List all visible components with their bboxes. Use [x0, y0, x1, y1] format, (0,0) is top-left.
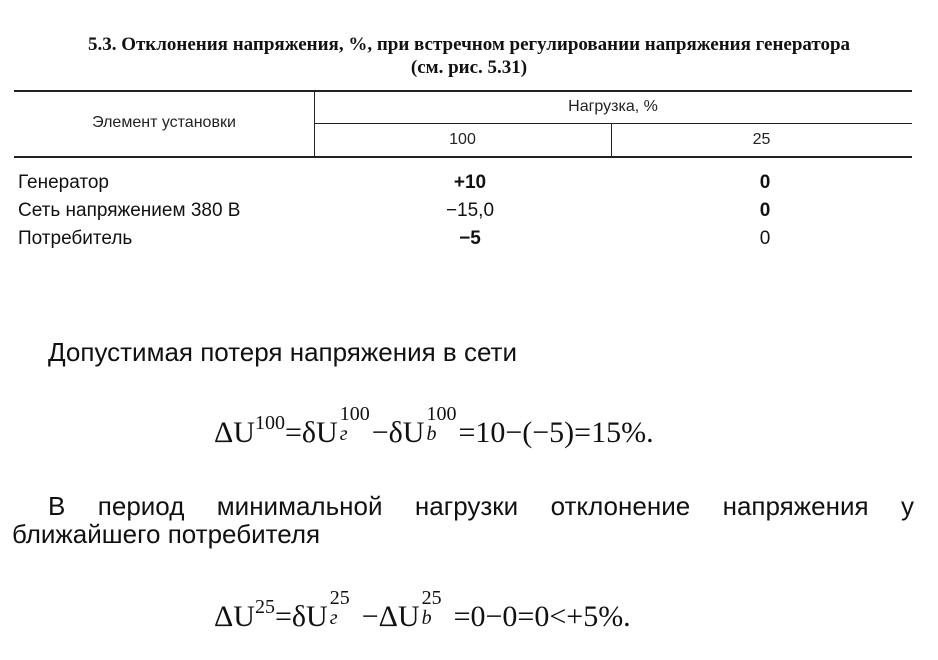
formula2-term2-sup: 25: [421, 587, 442, 609]
formula1-rest: =10−(−5)=15%.: [458, 416, 654, 449]
row-consumer-100: −5: [459, 228, 481, 249]
formula2-term1-sup: 25: [329, 587, 350, 609]
header-mid-rule: [314, 123, 912, 124]
formula1-lhs-sup: 100: [254, 412, 285, 434]
column-header-element: Элемент установки: [92, 114, 236, 131]
row-generator-100: +10: [453, 172, 487, 193]
table-caption-line2: (см. рис. 5.31): [410, 57, 528, 78]
row-network-25: 0: [759, 200, 771, 221]
formula-voltage-loss-25: [214, 587, 631, 634]
paragraph-allowable-loss: Допустимая потеря напряжения в сети: [48, 337, 517, 367]
formula2-minus: −ΔU: [361, 600, 420, 633]
formula2-term2-indices: [420, 587, 454, 629]
paragraph-min-load-line1: В период минимальной нагрузки отклонение напряжения у: [48, 491, 914, 521]
formula1-term1-sup: 100: [339, 403, 370, 425]
header-bottom-rule: [14, 156, 912, 158]
formula2-term1-sub: г: [329, 607, 338, 629]
row-name-consumer: Потребитель: [18, 228, 133, 249]
formula2-rest: =0−0=0<+5%.: [453, 600, 631, 633]
column-header-100: 100: [449, 131, 476, 148]
formula2-lhs-sup: 25: [254, 596, 275, 618]
column-header-load: Нагрузка, %: [568, 98, 658, 115]
table-top-rule: [14, 90, 912, 92]
formula1-term1-sub: г: [339, 423, 348, 445]
row-generator-25: 0: [759, 172, 771, 193]
row-network-100: −15,0: [445, 200, 495, 221]
row-consumer-25: 0: [759, 228, 771, 249]
formula1-term1-indices: [338, 403, 372, 445]
row-name-network: Сеть напряжением 380 В: [18, 200, 241, 221]
paragraph-min-load-line2: ближайшего потребителя: [12, 519, 321, 549]
formula1-minus: −δU: [371, 416, 425, 449]
formula-voltage-loss-100: [214, 403, 654, 450]
formula1-term2-sub: b: [426, 423, 437, 445]
formula1-eq1: =δU: [284, 416, 338, 449]
formula2-lhs: ΔU: [214, 600, 255, 633]
row-name-generator: Генератор: [18, 172, 109, 193]
formula1-term2-sup: 100: [426, 403, 457, 425]
formula2-eq1: =δU: [274, 600, 328, 633]
table-caption-line1: 5.3. Отклонения напряжения, %, при встречном регулировании напряжения генератора: [87, 34, 851, 55]
formula2-term2-sub: b: [421, 607, 432, 629]
column-header-25: 25: [752, 131, 771, 148]
formula2-term1-indices: [328, 587, 362, 629]
formula1-term2-indices: [424, 403, 458, 445]
formula1-lhs: ΔU: [214, 416, 255, 449]
